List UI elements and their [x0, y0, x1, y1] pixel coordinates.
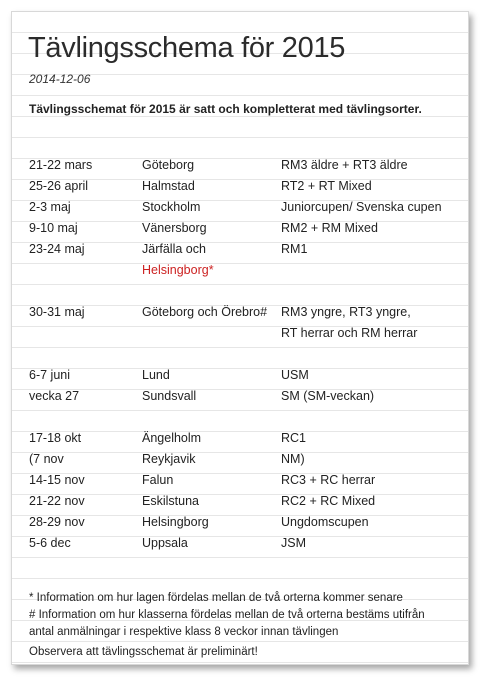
row-date: (7 nov: [29, 452, 64, 466]
row-place: Sundsvall: [142, 389, 197, 403]
schedule-row: [29, 470, 459, 491]
row-date: 2-3 maj: [29, 200, 71, 214]
schedule-row: [29, 323, 459, 344]
row-event: Ungdomscupen: [281, 515, 369, 529]
footnote-asterisk: * Information om hur lagen fördelas mellan de två orterna kommer senare: [29, 592, 403, 604]
footnote-hash: # Information om hur klasserna fördelas mellan de två orterna bestäms utifrån: [29, 609, 425, 621]
schedule-row: [29, 155, 459, 176]
schedule-row: [29, 365, 459, 386]
row-event: SM (SM-veckan): [281, 389, 375, 403]
row-event: RM2 + RM Mixed: [281, 221, 378, 235]
row-place: Lund: [142, 368, 170, 382]
group-spacer: [29, 344, 459, 365]
schedule-row: [29, 386, 459, 407]
row-date: 21-22 nov: [29, 494, 85, 508]
row-date: vecka 27: [29, 389, 80, 403]
row-date: 6-7 juni: [29, 368, 70, 382]
row-place: Helsingborg: [142, 515, 209, 529]
row-place: Eskilstuna: [142, 494, 199, 508]
schedule-row: [29, 239, 459, 260]
row-event: JSM: [281, 536, 306, 550]
row-place: Stockholm: [142, 200, 201, 214]
row-event: RT2 + RT Mixed: [281, 179, 372, 193]
row-date: 28-29 nov: [29, 515, 85, 529]
row-date: 25-26 april: [29, 179, 89, 193]
row-event: RM3 yngre, RT3 yngre,: [281, 305, 411, 319]
row-place: Uppsala: [142, 536, 188, 550]
schedule-table: [29, 155, 459, 554]
schedule-row: [29, 512, 459, 533]
row-date: 14-15 nov: [29, 473, 85, 487]
page-title: Tävlingsschema för 2015: [28, 32, 346, 64]
row-place: Göteborg och Örebro#: [142, 305, 268, 319]
schedule-row: [29, 197, 459, 218]
row-event: RM3 äldre + RT3 äldre: [281, 158, 408, 172]
schedule-card: [11, 11, 469, 665]
footnote-hash-continued: antal anmälningar i respektive klass 8 veckor innan tävlingen: [29, 626, 339, 638]
row-event: NM): [281, 452, 305, 466]
row-place: Järfälla och: [142, 242, 206, 256]
group-spacer: [29, 407, 459, 428]
publish-date: 2014-12-06: [29, 72, 91, 86]
row-event: RM1: [281, 242, 308, 256]
row-event: USM: [281, 368, 309, 382]
row-place: Reykjavik: [142, 452, 196, 466]
row-date: 9-10 maj: [29, 221, 78, 235]
row-date: 30-31 maj: [29, 305, 85, 319]
schedule-row: [29, 302, 459, 323]
schedule-row: [29, 449, 459, 470]
row-date: 17-18 okt: [29, 431, 82, 445]
row-date: 23-24 maj: [29, 242, 85, 256]
schedule-row: [29, 260, 459, 281]
row-event: Juniorcupen/ Svenska cupen: [281, 200, 442, 214]
row-event: RT herrar och RM herrar: [281, 326, 418, 340]
row-place: Ängelholm: [142, 431, 202, 445]
schedule-row: [29, 218, 459, 239]
schedule-row: [29, 533, 459, 554]
row-event: RC3 + RC herrar: [281, 473, 376, 487]
row-place: Helsingborg*: [142, 263, 214, 277]
schedule-row: [29, 176, 459, 197]
row-event: RC2 + RC Mixed: [281, 494, 376, 508]
intro-text: Tävlingsschemat för 2015 är satt och kompletterat med tävlingsorter.: [29, 102, 422, 116]
row-date: 5-6 dec: [29, 536, 71, 550]
row-place: Göteborg: [142, 158, 195, 172]
group-spacer: [29, 281, 459, 302]
row-date: 21-22 mars: [29, 158, 93, 172]
schedule-row: [29, 491, 459, 512]
row-place: Halmstad: [142, 179, 195, 193]
row-event: RC1: [281, 431, 307, 445]
row-place: Vänersborg: [142, 221, 207, 235]
footnotes: [29, 590, 425, 641]
schedule-row: [29, 428, 459, 449]
preliminary-note: Observera att tävlingsschemat är preliminärt!: [29, 646, 258, 658]
row-place: Falun: [142, 473, 174, 487]
